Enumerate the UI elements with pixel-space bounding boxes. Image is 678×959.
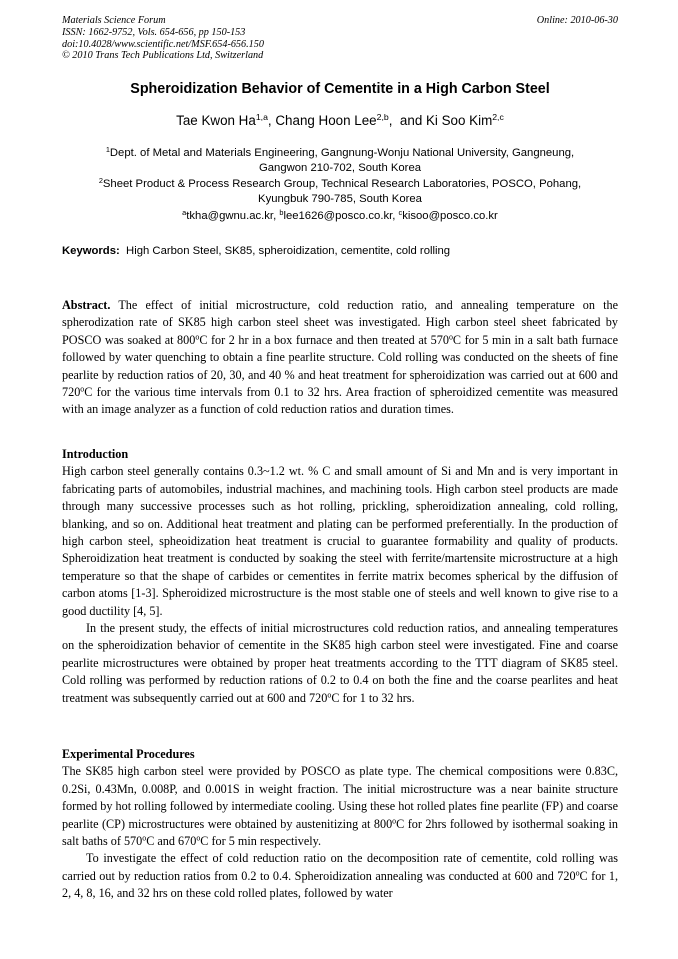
paragraph: The SK85 high carbon steel were provided by POSCO as plate type. The chemical compositions were 0.83C, 0.2Si, 0.43Mn, 0.008P, and 0.001S in weight fraction. The initial microstructure was a near bainite structure formed by hot rolling followed by intermediate cooling. Using these hot rolled plates fine pearlite (FP) and coarse pearlite (CP) microstructures were obtained by austenitizing at 800$^o$C for 2hrs followed by isothermal soaking in salt baths of 570$^o$C and 670$^o$C for 5 min respectively.: [62, 764, 618, 849]
journal-name: Materials Science Forum: [62, 15, 166, 26]
keywords: [62, 244, 618, 258]
affiliation-line: $^2$Sheet Product & Process Research Group, Technical Research Laboratories, POSCO, Pohang,: [98, 175, 582, 190]
affiliation-line: Gangwon 210-702, South Korea: [258, 162, 422, 175]
abstract-section: [62, 297, 618, 419]
email-link[interactable]: tkha@gwnu.ac.kr: [186, 210, 274, 222]
keywords-label: Keywords:: [62, 245, 120, 257]
paragraph: High carbon steel generally contains 0.3~1.2 wt. % C and small amount of Si and Mn and is very important in fabricating parts of automobiles, industrial machines, and machining tools. High carbon steel products are made through many successive processes such as hot rolling, prickling, spheroidization annealing, cold rolling, blanking, and so on. Additional heat treatment and plating can be performed preferentially. In the production of high carbon steel, spheoidization heat treatment is crucial to guarantee formability and quality of products. Spheroidization heat treatment is conducted by soaking the steel with ferrite/martensite microstructure at a high temperature so that the shape of carbides or cementites in ferrite matrix becomes spherical by the diffusion of carbon atoms [1-3]. Spheroidized microstructure is the most stable one of steels and well known to give rise to a good ductility [4, 5].: [62, 464, 618, 618]
affiliation-number: 1: [105, 144, 110, 154]
journal-header: [62, 15, 618, 62]
experimental-section: [62, 746, 618, 903]
email-marker: c: [398, 207, 403, 217]
abstract-paragraph: Abstract. The effect of initial microstructure, cold reduction ratio, and annealing temperature on the spherodization rate of SK85 high carbon steel sheet was investigated. High carbon steel sheet fabricated by POSCO was soaked at 800$^o$C for 2 hr in a box furnace and then treated at 570$^o$C for 5 min in a salt bath furnace followed by water quenching to obtain a fine pearlite structure. Cold rolling was conducted on the sheets of fine pearlite by reduction ratios of 20, 30, and 40 % and heat treatment for spheroidization was carried out at 600 and 720$^o$C for the various time intervals from 0.1 to 32 hrs. Area fraction of spheroidized cementite was measured with an image analyzer as a function of cold reduction ratios and duration times.: [62, 298, 618, 417]
introduction-section: [62, 446, 618, 707]
paper-title: Spheroidization Behavior of Cementite in a High Carbon Steel: [130, 81, 550, 97]
email-marker: b: [279, 207, 284, 217]
email-link[interactable]: kisoo@posco.co.kr: [402, 210, 498, 222]
affiliation-line: $^1$Dept. of Metal and Materials Engineering, Gangnung-Wonju National University, Gangneung,: [105, 144, 575, 159]
doi-line[interactable]: doi:10.4028/www.scientific.net/MSF.654-656.150: [62, 38, 264, 50]
author-affiliation-marker: 2,c: [492, 112, 504, 123]
email-link[interactable]: lee1626@posco.co.kr: [283, 210, 393, 222]
paragraph: To investigate the effect of cold reduction ratio on the decomposition rate of cementite, cold rolling was carried out by reduction ratios from 0.2 to 0.4. Spheroidization annealing was conducted at 600 and 720$^o$C for 1, 2, 4, 8, 16, and 32 hrs on these cold rolled plates, followed by water: [62, 851, 618, 901]
author-name: and Ki Soo Kim: [399, 113, 493, 128]
author-affiliation-marker: 2,b: [376, 112, 389, 123]
section-heading: Introduction: [62, 447, 129, 461]
online-date: Online: 2010-06-30: [536, 15, 618, 26]
affiliation-number: 2: [98, 175, 103, 185]
issn-line: ISSN: 1662-9752, Vols. 654-656, pp 150-153: [62, 26, 246, 38]
affiliations: [62, 146, 618, 207]
email-marker: a: [182, 207, 187, 217]
section-heading: Experimental Procedures: [62, 747, 195, 761]
author-name: Tae Kwon Ha: [176, 113, 256, 128]
author-affiliation-marker: 1,a: [255, 112, 268, 123]
affiliation-line: Kyungbuk 790-785, South Korea: [258, 192, 422, 205]
author-list: Tae Kwon Ha$^{1,a}$, Chang Hoon Lee$^{2,b}$, and Ki Soo Kim$^{2,c}$: [176, 112, 504, 128]
author-name: Chang Hoon Lee: [275, 113, 377, 128]
email-list: $^a$tkha@gwnu.ac.kr, $^b$lee1626@posco.co.kr, $^c$kisoo@posco.co.kr: [182, 207, 498, 222]
abstract-label: Abstract.: [62, 298, 111, 312]
paragraph: In the present study, the effects of initial microstructures cold reduction ratios, and annealing temperatures on the spheroidization behavior of cementite in the SK85 high carbon steel were investigated. Fine and coarse pearlite microstructures were obtained by proper heat treatments according to the TTT diagram of SK85 steel. Cold rolling was performed by reduction rations of 0.2 to 0.4 on both the fine and the coarse pearlites and heat treatment was subsequently carried out at 600 and 720$^o$C for 1 to 32 hrs.: [62, 621, 618, 705]
copyright-line: © 2010 Trans Tech Publications Ltd, Switzerland: [62, 50, 264, 62]
keywords-text: High Carbon Steel, SK85, spheroidization, cementite, cold rolling: [126, 245, 451, 257]
